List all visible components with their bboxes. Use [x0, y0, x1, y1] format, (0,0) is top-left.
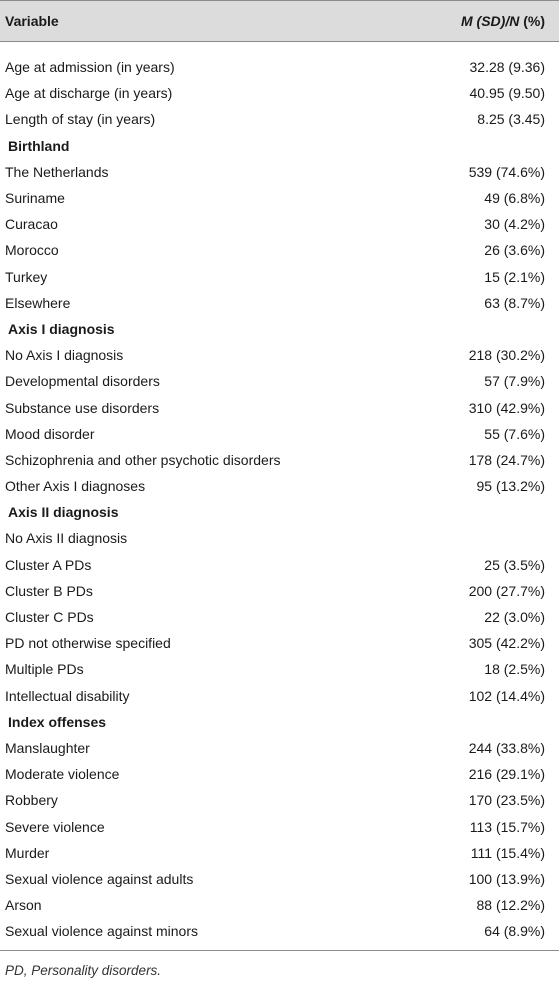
row-label: Morocco: [5, 242, 59, 259]
row-label: Cluster B PDs: [5, 582, 93, 599]
row-value: 95 (13.2%): [476, 478, 545, 495]
table-row: [0, 552, 559, 578]
row-label: Robbery: [5, 792, 58, 809]
table-row: [0, 604, 559, 630]
header-statistic: [345, 13, 559, 29]
section-label: Index offenses: [8, 713, 107, 730]
table-row: [0, 80, 559, 106]
header-variable: Variable: [5, 13, 59, 29]
row-label: Elsewhere: [5, 294, 71, 311]
row-label: Intellectual disability: [5, 687, 130, 704]
row-value: 22 (3.0%): [484, 609, 545, 626]
row-value: 26 (3.6%): [484, 242, 545, 259]
row-label: Arson: [5, 897, 42, 914]
table-row: [0, 394, 559, 420]
row-value: 539 (74.6%): [468, 163, 545, 180]
row-label: Substance use disorders: [5, 399, 160, 416]
table-row: [0, 866, 559, 892]
table-row: [0, 237, 559, 263]
row-label: Age at admission (in years): [5, 59, 175, 76]
table-row: [0, 630, 559, 656]
table-row: [0, 683, 559, 709]
table-row: [0, 578, 559, 604]
section-label: Birthland: [8, 137, 70, 154]
table-row: [0, 840, 559, 866]
table-row: [0, 106, 559, 132]
section-header-row: [0, 316, 559, 342]
row-value: 244 (33.8%): [468, 739, 545, 756]
row-label: The Netherlands: [5, 163, 109, 180]
table-row: [0, 211, 559, 237]
row-value: 25 (3.5%): [484, 556, 545, 573]
row-label: No Axis II diagnosis: [5, 530, 128, 547]
row-label: Murder: [5, 844, 50, 861]
row-value: 305 (42.2%): [468, 635, 545, 652]
row-value: 88 (12.2%): [476, 897, 545, 914]
row-value: 8.25 (3.45): [477, 111, 545, 128]
header-stat-pct: (%): [519, 13, 545, 29]
table-row: [0, 290, 559, 316]
row-label: No Axis I diagnosis: [5, 347, 124, 364]
row-label: Severe violence: [5, 818, 105, 835]
table-footnote: PD, Personality disorders.: [5, 963, 162, 979]
row-value: 170 (23.5%): [468, 792, 545, 809]
row-value: 15 (2.1%): [484, 268, 545, 285]
table-row: [0, 813, 559, 839]
table-row: [0, 525, 559, 551]
row-value: 310 (42.9%): [468, 399, 545, 416]
row-label: Suriname: [5, 190, 65, 207]
row-label: Length of stay (in years): [5, 111, 156, 128]
table-row: [0, 761, 559, 787]
header-spacer: [0, 42, 559, 54]
table-row: [0, 421, 559, 447]
header-stat-italic: M (SD)/N: [461, 13, 520, 29]
table-row: [0, 185, 559, 211]
row-value: 40.95 (9.50): [469, 85, 545, 102]
row-value: 55 (7.6%): [484, 425, 545, 442]
section-header-row: [0, 709, 559, 735]
row-value: 200 (27.7%): [468, 582, 545, 599]
row-label: Age at discharge (in years): [5, 85, 173, 102]
table-row: [0, 473, 559, 499]
row-label: Moderate violence: [5, 766, 120, 783]
row-value: 32.28 (9.36): [469, 59, 545, 76]
row-label: Sexual violence against adults: [5, 870, 194, 887]
row-label: Mood disorder: [5, 425, 95, 442]
table-body: [0, 54, 559, 944]
row-label: Multiple PDs: [5, 661, 84, 678]
row-label: Curacao: [5, 216, 58, 233]
row-value: 216 (29.1%): [468, 766, 545, 783]
table-row: [0, 735, 559, 761]
row-label: Turkey: [5, 268, 48, 285]
row-value: 63 (8.7%): [484, 294, 545, 311]
section-header-row: [0, 133, 559, 159]
row-label: Cluster C PDs: [5, 609, 94, 626]
row-label: PD not otherwise specified: [5, 635, 171, 652]
row-value: 18 (2.5%): [484, 661, 545, 678]
row-value: 113 (15.7%): [469, 818, 545, 835]
table-bottom-rule: [0, 944, 559, 951]
row-label: Other Axis I diagnoses: [5, 478, 146, 495]
table-row: [0, 892, 559, 918]
row-value: 49 (6.8%): [484, 190, 545, 207]
section-label: Axis I diagnosis: [8, 320, 115, 337]
row-value: 64 (8.9%): [484, 923, 545, 940]
table-row: [0, 368, 559, 394]
table-row: [0, 918, 559, 944]
row-label: Schizophrenia and other psychotic disorders: [5, 451, 281, 468]
row-value: 218 (30.2%): [468, 347, 545, 364]
table-row: [0, 159, 559, 185]
row-label: Developmental disorders: [5, 373, 160, 390]
table-row: [0, 447, 559, 473]
row-label: Cluster A PDs: [5, 556, 92, 573]
table-row: [0, 264, 559, 290]
row-label: Manslaughter: [5, 739, 90, 756]
section-label: Axis II diagnosis: [8, 504, 119, 521]
table-row: [0, 656, 559, 682]
table-header-row: [0, 0, 559, 42]
row-label: Sexual violence against minors: [5, 923, 198, 940]
row-value: 178 (24.7%): [468, 451, 545, 468]
row-value: 30 (4.2%): [484, 216, 545, 233]
section-header-row: [0, 499, 559, 525]
row-value: 100 (13.9%): [468, 870, 545, 887]
table-row: [0, 787, 559, 813]
table-row: [0, 342, 559, 368]
row-value: 57 (7.9%): [484, 373, 545, 390]
row-value: 111 (15.4%): [470, 844, 545, 861]
row-value: 102 (14.4%): [468, 687, 545, 704]
table-row: [0, 54, 559, 80]
